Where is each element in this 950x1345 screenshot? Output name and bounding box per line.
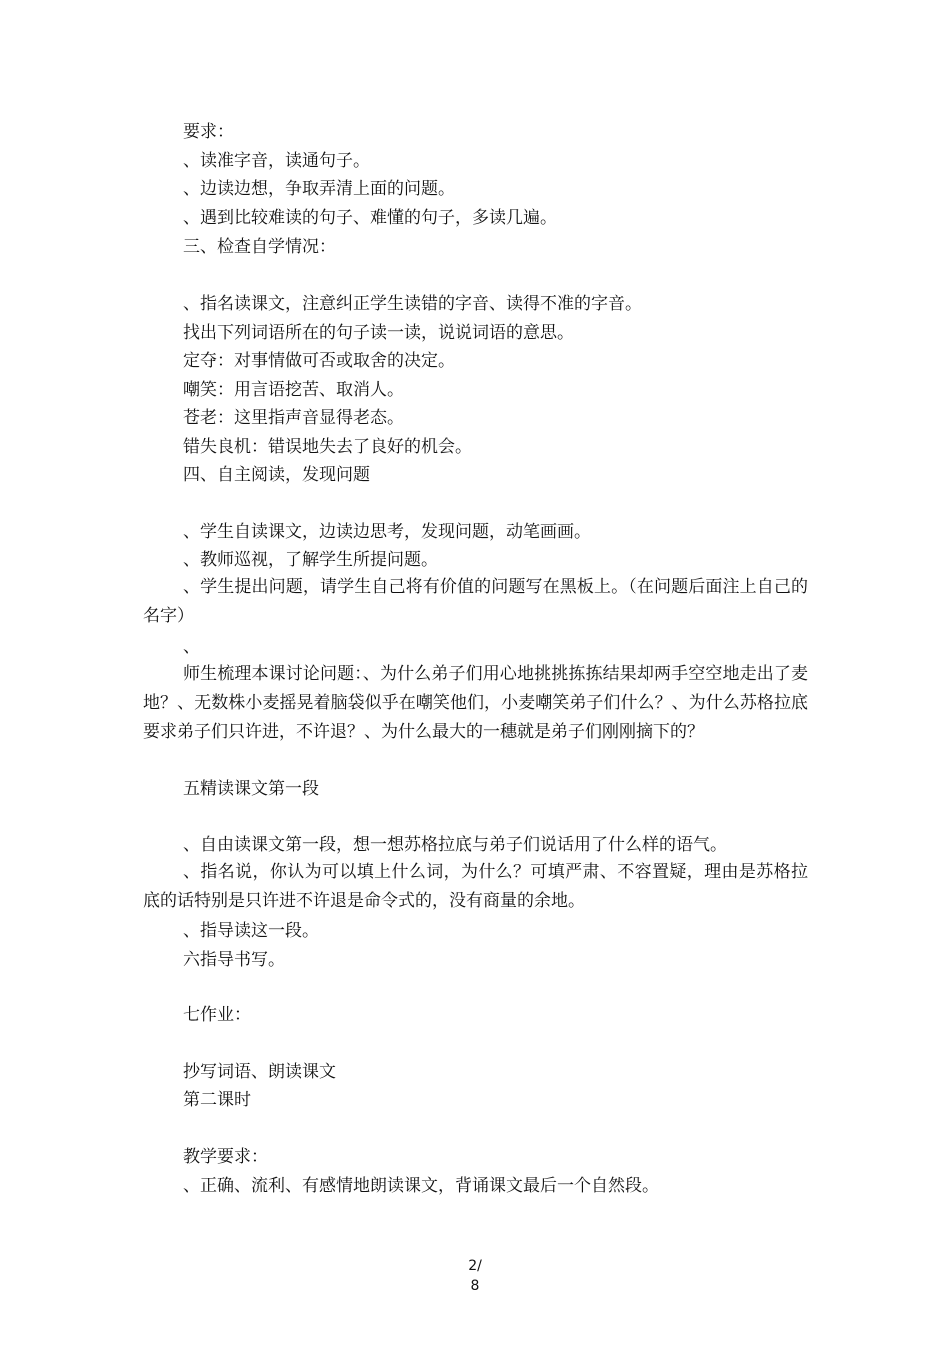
text-line: 、遇到比较难读的句子、难懂的句子，多读几遍。 xyxy=(183,208,557,228)
text-paragraph: 、指名说，你认为可以填上什么词，为什么？可填严肃、不容置疑，理由是苏格拉底的话特别是只许进不许退是命令式的，没有商量的余地。 xyxy=(143,862,808,911)
text-line: 、正确、流利、有感情地朗读课文，背诵课文最后一个自然段。 xyxy=(183,1176,659,1196)
text-line: 、学生自读课文，边读边思考，发现问题，动笔画画。 xyxy=(183,522,591,542)
text-line: 、自由读课文第一段，想一想苏格拉底与弟子们说话用了什么样的语气。 xyxy=(183,835,727,855)
text-line: 、边读边想，争取弄清上面的问题。 xyxy=(183,179,455,199)
section-heading: 三、检查自学情况： xyxy=(183,237,336,257)
text-line: 、 xyxy=(183,637,200,657)
section-heading: 教学要求： xyxy=(183,1147,268,1167)
text-line: 要求： xyxy=(183,122,234,142)
section-heading: 七作业： xyxy=(183,1005,251,1025)
text-line: 、读准字音，读通句子。 xyxy=(183,151,370,171)
vocab-item: 嘲笑：用言语挖苦、取消人。 xyxy=(183,380,404,400)
section-heading: 六指导书写。 xyxy=(183,950,285,970)
text-paragraph: 、学生提出问题，请学生自己将有价值的问题写在黑板上。（在问题后面注上自己的名字） xyxy=(143,577,808,626)
text-line: 找出下列词语所在的句子读一读，说说词语的意思。 xyxy=(183,323,574,343)
section-heading: 五精读课文第一段 xyxy=(183,779,319,799)
vocab-item: 苍老：这里指声音显得老态。 xyxy=(183,408,404,428)
text-paragraph: 师生梳理本课讨论问题：、为什么弟子们用心地挑挑拣拣结果却两手空空地走出了麦地？、无数株小麦摇晃着脑袋似乎在嘲笑他们，小麦嘲笑弟子们什么？、为什么苏格拉底要求弟子们只许进，不许退？、为什么最大的一穗就是弟子们刚刚摘下的？ xyxy=(143,664,808,742)
text-line: 抄写词语、朗读课文 xyxy=(183,1062,336,1082)
vocab-item: 定夺：对事情做可否或取舍的决定。 xyxy=(183,351,455,371)
page-number-current: 2/ xyxy=(468,1258,482,1274)
vocab-item: 错失良机：错误地失去了良好的机会。 xyxy=(183,437,472,457)
text-line: 、指导读这一段。 xyxy=(183,921,319,941)
section-heading: 第二课时 xyxy=(183,1090,251,1110)
section-heading: 四、自主阅读，发现问题 xyxy=(183,465,370,485)
text-line: 、指名读课文，注意纠正学生读错的字音、读得不准的字音。 xyxy=(183,294,642,314)
text-line: 、教师巡视，了解学生所提问题。 xyxy=(183,550,438,570)
page-number-total: 8 xyxy=(470,1278,480,1294)
